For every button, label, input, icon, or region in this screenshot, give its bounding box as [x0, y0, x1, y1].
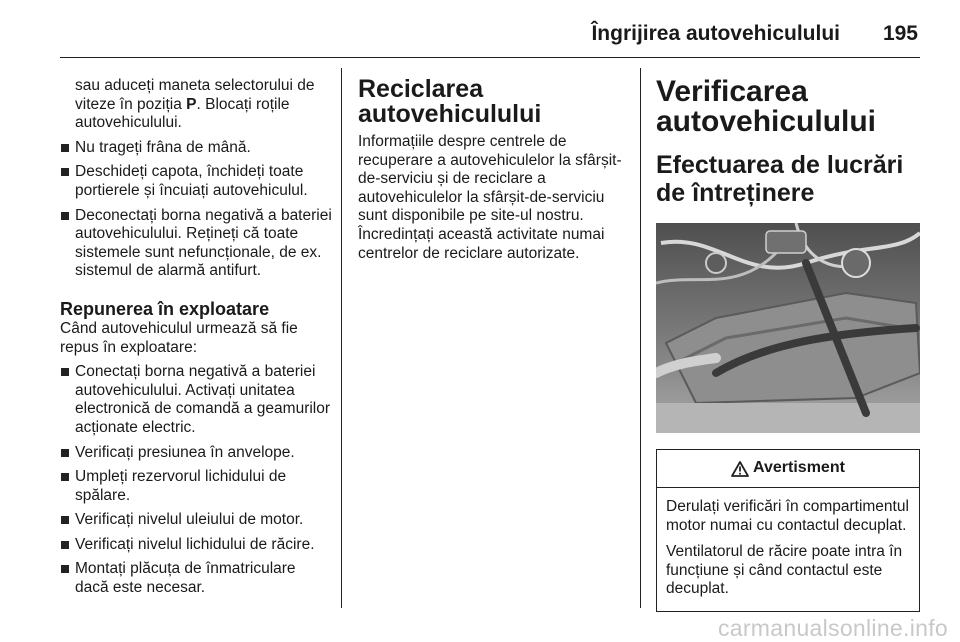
list-item: Verificați nivelul lichidului de răcire. — [60, 536, 332, 555]
continuation-text: sau aduceți maneta selectorului de viteze în poziția — [75, 77, 315, 113]
engine-compartment-photo — [656, 223, 920, 433]
page-header — [60, 14, 920, 58]
gear-position-p: P — [186, 95, 197, 113]
list-item: Umpleți rezervorul lichidului de spălare. — [60, 468, 332, 505]
bullet-square-icon — [61, 541, 69, 549]
bullet-square-icon — [61, 212, 69, 220]
list-item: Nu trageți frâna de mână. — [60, 139, 332, 158]
recommissioning-steps-list — [60, 363, 332, 598]
recycling-title: Reciclarea autovehiculului — [358, 75, 542, 128]
maintenance-subtitle: Efectuarea de lucrări de întreținere — [656, 151, 904, 207]
list-item: Verificați nivelul uleiului de motor. — [60, 511, 332, 530]
warning-triangle-icon — [731, 461, 749, 477]
bullet-square-icon — [61, 168, 69, 176]
column-middle — [358, 77, 626, 263]
bullet-square-icon — [61, 565, 69, 573]
column-right — [656, 77, 922, 612]
warning-paragraph-2: Ventilatorul de răcire poate intra în funcțiune și când contactul este decuplat. — [666, 543, 903, 598]
recycling-body: Informațiile despre centrele de recuperare a autovehiculelor la sfârșit-de-serviciu și de reciclare a autovehiculelor la sfârșit-de-serviciu sunt disponibile pe site-ul nostru. Încredințați această activitate numai centrelor de reciclare autorizate. — [358, 133, 622, 262]
engine-bay-illustration — [656, 223, 920, 433]
bullet-square-icon — [61, 516, 69, 524]
warning-label: Avertisment — [753, 459, 845, 477]
warning-paragraph-1: Derulați verificări în compartimentul motor numai cu contactul decuplat. — [666, 498, 909, 534]
list-item: Deschideți capota, închideți toate portierele și încuiați autovehiculul. — [60, 163, 332, 200]
bullet-square-icon — [61, 144, 69, 152]
list-item: Deconectați borna negativă a bateriei autovehiculului. Rețineți că toate sistemele sunt nefuncționale, de ex. sistemul de alarmă antifurt. — [60, 207, 332, 281]
section-intro: Când autovehiculul urmează să fie repus în exploatare: — [60, 319, 298, 356]
storage-steps-list — [60, 139, 332, 281]
page-number: 195 — [882, 22, 918, 45]
section-title-recommissioning: Repunerea în exploatare — [60, 298, 270, 319]
site-watermark: carmanualsonline.info — [717, 615, 948, 641]
column-divider-right — [640, 68, 641, 608]
vehicle-check-title: Verificarea autovehiculului — [656, 75, 877, 138]
continuation-paragraph — [60, 77, 332, 133]
list-item: Conectați borna negativă a bateriei autovehiculului. Activați unitatea electronică de comandă a geamurilor acționate electric. — [60, 363, 332, 437]
continuation-text-end: . Blocați roțile autovehiculului. — [75, 95, 290, 132]
list-item: Verificați presiunea în anvelope. — [60, 444, 332, 463]
warning-box — [656, 449, 920, 612]
bullet-square-icon — [61, 368, 69, 376]
bullet-square-icon — [61, 473, 69, 481]
column-divider-left — [341, 68, 342, 608]
bullet-square-icon — [61, 449, 69, 457]
column-left — [60, 77, 332, 598]
warning-body — [657, 488, 919, 611]
header-title: Îngrijirea autovehiculului — [591, 22, 840, 45]
warning-header — [657, 450, 919, 488]
list-item: Montați plăcuța de înmatriculare dacă este necesar. — [60, 560, 332, 597]
